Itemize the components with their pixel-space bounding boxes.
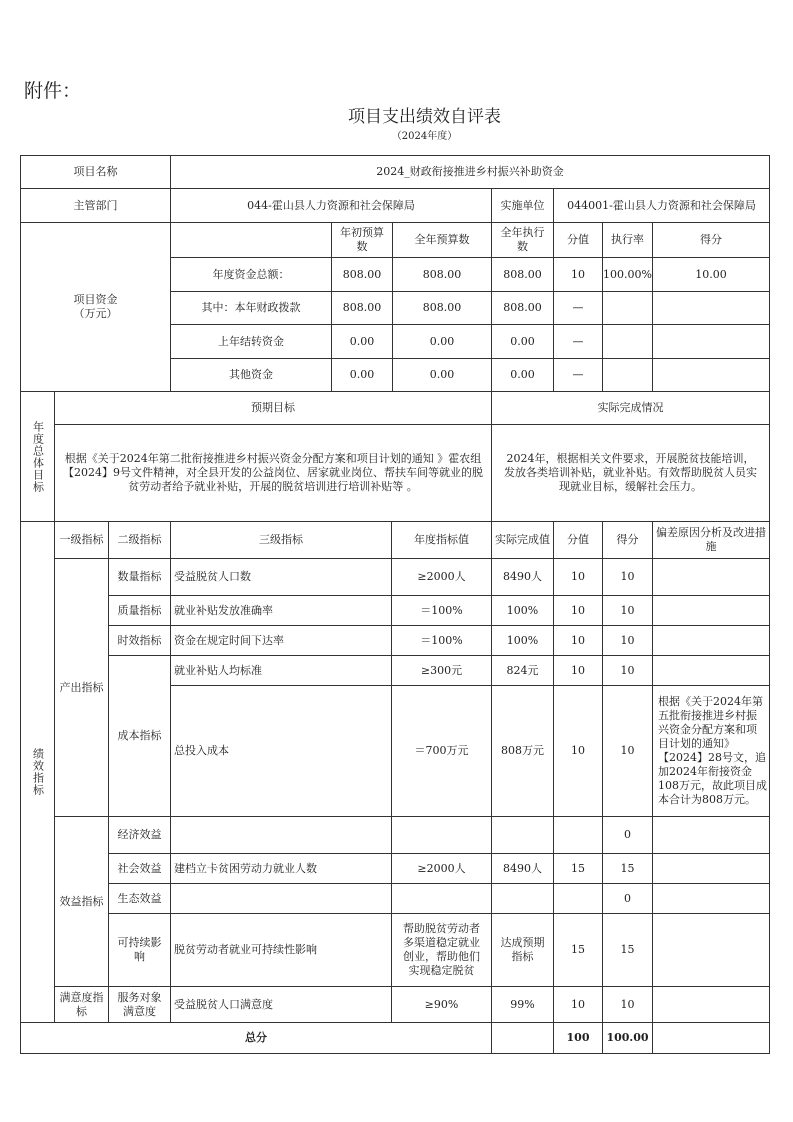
funds-row-name-text: 其中：本年财政拨款 (201, 301, 301, 314)
funds-initial (331, 358, 393, 392)
funds-score_value-text: — (572, 368, 584, 381)
level2-indicator (108, 913, 171, 987)
indicator-target (391, 986, 492, 1023)
level1-satisfaction-text: 满意度指标 (59, 990, 104, 1018)
indicator-actual-text: 100% (506, 633, 539, 647)
indicator-header-text: 二级指标 (117, 533, 162, 546)
indicator-header (54, 521, 109, 559)
indicator-header-text: 分值 (567, 533, 589, 546)
indicator-score-text: 10 (620, 603, 635, 617)
indicator-actual (491, 816, 554, 854)
level2-indicator-text: 社会效益 (117, 861, 162, 875)
indicator-score-value-text: 15 (571, 861, 585, 875)
indicator-score (602, 913, 653, 987)
total-label (20, 1022, 492, 1054)
indicator-actual (491, 853, 554, 884)
indicator-actual (491, 685, 554, 817)
funds-score (652, 291, 770, 325)
indicator-note (652, 816, 770, 854)
project-name-value (170, 155, 770, 189)
level3-indicator (170, 883, 392, 914)
level3-indicator (170, 986, 392, 1023)
indicator-score-value (553, 883, 603, 914)
level3-indicator (170, 655, 392, 686)
indicator-header-text: 得分 (616, 533, 639, 546)
indicator-header (602, 521, 653, 559)
indicator-target (391, 625, 492, 656)
indicator-target (391, 595, 492, 626)
level2-indicator-text: 服务对象满意度 (117, 990, 162, 1018)
indicator-score (602, 883, 653, 914)
funds-executed (491, 291, 554, 325)
indicator-score (602, 655, 653, 686)
funds-score (652, 358, 770, 392)
attachment-label: 附件： (24, 80, 82, 102)
funds-header-text: 执行率 (611, 233, 644, 246)
indicator-score (602, 595, 653, 626)
funds-header (602, 222, 653, 258)
indicator-header-text: 实际完成值 (495, 533, 550, 546)
indicator-note (652, 853, 770, 884)
funds-initial-text: 808.00 (342, 267, 382, 281)
dept-label-text: 主管部门 (73, 198, 118, 212)
funds-score_value (553, 324, 603, 359)
indicator-note-text: 根据《关于2024年第五批衔接推进乡村振兴资金分配方案和项目计划的通知》【2024】28号文，追加2024年衔接资金108万元，故此项目成本合计为808万元。 (658, 695, 767, 806)
project-name-label (20, 155, 171, 189)
level2-indicator-text: 数量指标 (117, 570, 162, 583)
funds-header-blank (170, 222, 332, 258)
indicator-actual-text: 达成预期指标 (500, 936, 545, 963)
level2-indicator-text: 时效指标 (117, 633, 162, 647)
funds-executed-text: 808.00 (503, 301, 542, 314)
expected-goal-header (54, 391, 492, 425)
funds-header (331, 222, 393, 258)
funds-label-text: 项目资金 （万元） (73, 293, 118, 320)
indicator-score (602, 986, 653, 1023)
project-name-value-text: 2024_财政衔接推进乡村振兴补助资金 (376, 165, 564, 178)
funds-annual-text: 0.00 (429, 334, 455, 348)
impl-label (491, 188, 554, 223)
funds-annual-text: 0.00 (429, 368, 455, 381)
level2-indicator (108, 558, 171, 596)
impl-value-text: 044001-霍山县人力资源和社会保障局 (567, 198, 756, 212)
indicator-score-text: 15 (620, 943, 635, 956)
funds-annual (392, 291, 492, 325)
indicator-score-value (553, 685, 603, 817)
dept-value (170, 188, 492, 223)
funds-header (491, 222, 554, 258)
level3-indicator (170, 685, 392, 817)
indicator-target (391, 685, 492, 817)
actual-result-text (491, 424, 770, 522)
indicator-header (652, 521, 770, 559)
indicator-score-value-text: 10 (571, 633, 585, 647)
indicator-actual (491, 883, 554, 914)
level3-indicator-text: 就业补贴人均标准 (174, 663, 262, 677)
indicator-note (652, 986, 770, 1023)
funds-executed (491, 358, 554, 392)
impl-label-text: 实施单位 (500, 198, 545, 212)
page-title: 项目支出绩效自评表 (348, 107, 501, 127)
indicator-note (652, 595, 770, 626)
indicator-header (491, 521, 554, 559)
funds-header-text: 年初预算数 (340, 226, 384, 253)
indicator-header (553, 521, 603, 559)
level3-indicator (170, 595, 392, 626)
funds-row-name-text: 其他资金 (229, 368, 273, 381)
indicator-score (602, 625, 653, 656)
total-blank (491, 1022, 554, 1054)
indicator-target (391, 558, 492, 596)
indicator-note (652, 685, 770, 817)
indicator-score-text: 0 (624, 828, 631, 841)
level1-output (54, 558, 109, 817)
level3-indicator-text: 就业补贴发放准确率 (174, 603, 273, 617)
level2-indicator (108, 655, 171, 817)
level1-satisfaction (54, 986, 109, 1023)
level3-indicator-text: 受益脱贫人口数 (174, 570, 251, 583)
expected-goal-header-text: 预期目标 (251, 401, 295, 414)
indicator-score-text: 0 (624, 891, 631, 905)
level2-indicator (108, 816, 171, 854)
indicator-target-text: ≥2000人 (417, 861, 466, 875)
funds-executed-text: 0.00 (510, 368, 535, 381)
funds-executed (491, 257, 554, 292)
indicator-header (108, 521, 171, 559)
indicator-score-text: 15 (620, 861, 635, 875)
funds-annual-text: 808.00 (422, 301, 462, 314)
funds-label (20, 222, 171, 392)
funds-row-name (170, 257, 332, 292)
funds-annual (392, 358, 492, 392)
indicator-target-text: 帮助脱贫劳动者多渠道稳定就业创业，帮助他们实现稳定脱贫 (403, 922, 480, 977)
indicator-target (391, 883, 492, 914)
total-score-value (553, 1022, 603, 1054)
goals-label-text: 年度总体目标 (31, 420, 45, 493)
indicator-header (391, 521, 492, 559)
indicator-header-text: 一级指标 (59, 533, 104, 546)
indicator-score (602, 816, 653, 854)
total-score-value-text: 100 (566, 1031, 590, 1044)
indicator-target (391, 853, 492, 884)
indicator-score-value-text: 10 (571, 997, 585, 1011)
indicator-actual (491, 558, 554, 596)
funds-row-name-text: 上年结转资金 (218, 334, 284, 348)
funds-header-text: 得分 (700, 233, 722, 246)
indicator-actual (491, 655, 554, 686)
indicator-actual (491, 595, 554, 626)
funds-annual-text: 808.00 (422, 267, 462, 281)
indicator-header-text: 偏差原因分析及改进措施 (656, 526, 766, 553)
funds-annual (392, 257, 492, 292)
indicator-score-value (553, 625, 603, 656)
funds-header (392, 222, 492, 258)
level2-indicator (108, 853, 171, 884)
indicator-header (170, 521, 392, 559)
goals-label (20, 391, 55, 522)
indicator-header-text: 三级指标 (259, 533, 303, 546)
funds-header (553, 222, 603, 258)
indicator-header-text: 年度指标值 (414, 533, 469, 546)
indicator-actual-text: 8490人 (503, 861, 542, 875)
funds-score (652, 257, 770, 292)
indicator-note (652, 655, 770, 686)
expected-goal-text-text: 根据《关于2024年第二批衔接推进乡村振兴资金分配方案和项目计划的通知 》霍农组【2024】9号文件精神，对全县开发的公益岗位、居家就业岗位、帮扶车间等就业的脱贫劳动者给予就业补贴，开展的脱贫培训进行培训补贴等 。 (63, 452, 483, 493)
level3-indicator (170, 853, 392, 884)
indicator-score-text: 10 (620, 997, 635, 1011)
impl-value (553, 188, 770, 223)
level3-indicator-text: 脱贫劳动者就业可持续性影响 (174, 943, 317, 956)
indicator-actual-text: 99% (510, 997, 535, 1011)
indicator-score (602, 853, 653, 884)
level2-indicator-text: 经济效益 (117, 828, 162, 841)
level3-indicator-text: 受益脱贫人口满意度 (174, 997, 273, 1011)
indicator-target (391, 816, 492, 854)
project-name-label-text: 项目名称 (73, 165, 118, 178)
funds-score-text: 10.00 (695, 267, 727, 281)
funds-score_value-text: — (572, 334, 584, 348)
indicator-score-value-text: 10 (571, 663, 585, 677)
funds-header-text: 全年预算数 (414, 233, 470, 246)
funds-rate (602, 291, 653, 325)
funds-score_value (553, 358, 603, 392)
actual-result-header (491, 391, 770, 425)
total-score-text: 100.00 (606, 1031, 649, 1044)
dept-label (20, 188, 171, 223)
indicator-score (602, 558, 653, 596)
funds-header-text: 分值 (567, 233, 589, 246)
indicator-score-value-text: 10 (571, 570, 585, 583)
indicator-score-value (553, 816, 603, 854)
indicator-actual-text: 8490人 (503, 570, 542, 583)
funds-row-name (170, 291, 332, 325)
level3-indicator-text: 总投入成本 (174, 744, 229, 757)
funds-rate (602, 324, 653, 359)
indicator-actual (491, 986, 554, 1023)
level2-indicator-text: 质量指标 (117, 603, 162, 617)
expected-goal-text (54, 424, 492, 522)
funds-score_value (553, 257, 603, 292)
level1-benefit-text: 效益指标 (59, 894, 104, 908)
indicator-score-value (553, 595, 603, 626)
indicator-score-text: 10 (620, 570, 635, 583)
funds-initial-text: 808.00 (342, 301, 382, 314)
indicator-target-text: ≥300元 (420, 663, 463, 677)
level2-indicator (108, 595, 171, 626)
indicator-target (391, 913, 492, 987)
level3-indicator-text: 建档立卡贫困劳动力就业人数 (174, 861, 317, 875)
level2-indicator-text: 可持续影响 (117, 936, 162, 963)
total-label-text: 总分 (245, 1031, 267, 1044)
level2-indicator (108, 625, 171, 656)
level2-indicator (108, 883, 171, 914)
indicator-target-text: ＝100% (420, 603, 463, 617)
indicator-score-text: 10 (620, 663, 635, 677)
total-score (602, 1022, 653, 1054)
funds-initial (331, 291, 393, 325)
funds-score (652, 324, 770, 359)
indicator-score (602, 685, 653, 817)
funds-score_value-text: 10 (571, 267, 585, 281)
indicator-target-text: ＝700万元 (414, 744, 469, 757)
funds-initial-text: 0.00 (349, 368, 375, 381)
indicator-note (652, 625, 770, 656)
indicator-score-value-text: 10 (571, 603, 585, 617)
level3-indicator (170, 625, 392, 656)
indicator-score-text: 10 (620, 633, 635, 647)
indicator-target-text: ≥90% (424, 997, 459, 1011)
funds-initial-text: 0.00 (349, 334, 375, 348)
level3-indicator (170, 816, 392, 854)
funds-header-text: 全年执行数 (500, 226, 545, 253)
level1-benefit (54, 816, 109, 987)
indicator-score-value-text: 15 (571, 943, 585, 956)
indicator-note (652, 913, 770, 987)
indicator-score-value (553, 913, 603, 987)
funds-executed-text: 808.00 (503, 267, 542, 281)
indicator-actual (491, 625, 554, 656)
funds-rate-text: 100.00% (603, 267, 652, 281)
funds-executed-text: 0.00 (510, 334, 535, 348)
indicator-score-value-text: 10 (571, 744, 585, 757)
funds-rate (602, 257, 653, 292)
indicator-actual (491, 913, 554, 987)
dept-value-text: 044-霍山县人力资源和社会保障局 (247, 198, 415, 212)
funds-rate (602, 358, 653, 392)
level3-indicator (170, 913, 392, 987)
indicator-note (652, 883, 770, 914)
indicator-actual-text: 824元 (506, 663, 539, 677)
indicator-note (652, 558, 770, 596)
level3-indicator (170, 558, 392, 596)
total-note (652, 1022, 770, 1054)
funds-initial (331, 257, 393, 292)
indicator-score-value (553, 853, 603, 884)
actual-result-header-text: 实际完成情况 (597, 401, 664, 414)
indicator-score-value (553, 558, 603, 596)
funds-row-name (170, 358, 332, 392)
indicator-score-text: 10 (620, 744, 635, 757)
level2-indicator-text: 成本指标 (117, 729, 162, 742)
funds-header (652, 222, 770, 258)
funds-score_value-text: — (572, 301, 584, 314)
indicator-target-text: ≥2000人 (417, 570, 466, 583)
indicator-score-value (553, 986, 603, 1023)
indicator-target (391, 655, 492, 686)
level3-indicator-text: 资金在规定时间下达率 (174, 633, 284, 647)
indicator-target-text: ＝100% (420, 633, 463, 647)
level2-indicator (108, 986, 171, 1023)
level1-output-text: 产出指标 (59, 680, 104, 694)
funds-initial (331, 324, 393, 359)
funds-row-name (170, 324, 332, 359)
indicator-actual-text: 808万元 (501, 744, 544, 757)
actual-result-text-text: 2024年，根据相关文件要求，开展脱贫技能培训，发放各类培训补贴，就业补贴。有效帮助脱贫人员实现就业目标，缓解社会压力。 (504, 452, 757, 493)
funds-row-name-text: 年度资金总额： (212, 267, 290, 281)
indicators-label-text: 绩效指标 (31, 748, 45, 796)
funds-executed (491, 324, 554, 359)
indicator-actual-text: 100% (506, 603, 539, 617)
indicator-score-value (553, 655, 603, 686)
indicators-label (20, 521, 55, 1023)
level2-indicator-text: 生态效益 (117, 891, 162, 905)
funds-annual (392, 324, 492, 359)
funds-score_value (553, 291, 603, 325)
page-subtitle: （2024年度） (391, 131, 458, 142)
